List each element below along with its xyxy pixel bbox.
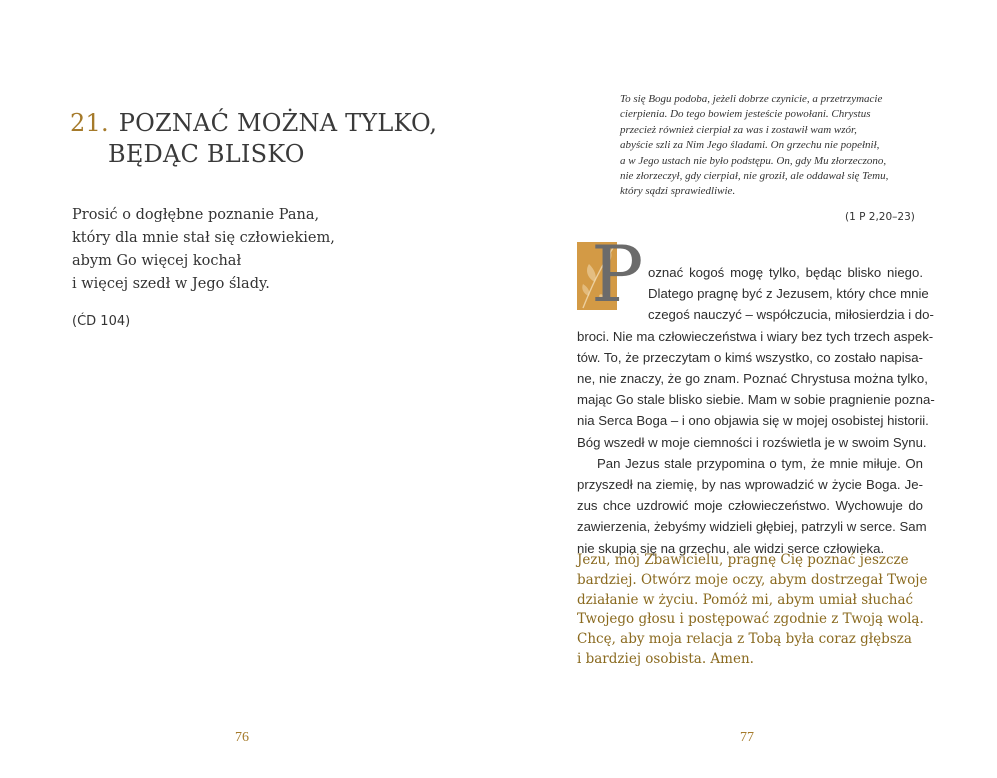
chapter-title bbox=[70, 108, 437, 170]
body-line: nie skupia się na grzechu, ale widzi serce człowieka. bbox=[577, 540, 885, 556]
drop-cap bbox=[577, 230, 644, 320]
prayer-line: i bardziej osobista. Amen. bbox=[577, 650, 754, 667]
epigraph-line: nie złorzeczył, gdy cierpiał, nie groził, ale oddawał się Temu, bbox=[620, 170, 889, 183]
left-page bbox=[0, 0, 498, 778]
intro-prayer bbox=[72, 204, 335, 296]
prayer-line: Twojego głosu i postępować zgodnie z Twoją wolą. bbox=[577, 611, 924, 628]
body-line: tów. To, że przeczytam o kimś wszystko, co zostało napisa- bbox=[577, 349, 923, 365]
right-page bbox=[499, 0, 997, 778]
epigraph-line: abyście szli za Nim Jego śladami. On grzechu nie popełnił, bbox=[620, 139, 880, 152]
body-text bbox=[577, 230, 935, 559]
body-line: mając Go stale blisko siebie. Mam w sobie pragnienie pozna- bbox=[577, 392, 935, 408]
page-number-right: 77 bbox=[740, 730, 754, 745]
body-line: przyszedł na ziemię, by nas wprowadzić w życie Boga. Je- bbox=[577, 477, 923, 493]
intro-line: Prosić o dogłębne poznanie Pana, bbox=[72, 207, 320, 223]
epigraph-line: cierpienia. Do tego bowiem jesteście powołani. Chrystus bbox=[620, 108, 871, 121]
body-line: Pan Jezus stale przypomina o tym, że mnie miłuje. On bbox=[597, 455, 923, 471]
body-line: oznać kogoś mogę tylko, będąc blisko niego. bbox=[648, 265, 923, 280]
body-line: broci. Nie ma człowieczeństwa i wiary bez tych trzech aspek- bbox=[577, 328, 934, 344]
body-line: ne, nie znaczy, że go znam. Poznać Chrystusa można tylko, bbox=[577, 371, 928, 387]
prayer-line: działanie w życiu. Pomóż mi, abym umiał słuchać bbox=[577, 591, 914, 608]
intro-line: który dla mnie stał się człowiekiem, bbox=[72, 230, 335, 246]
chapter-number: 21. bbox=[70, 109, 109, 137]
body-line: zawierzenia, żebyśmy widzieli głębiej, patrzyli w serce. Sam bbox=[577, 519, 927, 535]
page-number-left: 76 bbox=[235, 730, 249, 745]
epigraph-line: przecież również cierpiał za was i zostawił wam wzór, bbox=[620, 123, 857, 136]
chapter-title-line-2: BĘDĄC BLISKO bbox=[108, 140, 305, 168]
scripture-epigraph bbox=[620, 92, 940, 200]
chapter-title-line-1: POZNAĆ MOŻNA TYLKO, bbox=[118, 109, 438, 137]
drop-cap-letter: P bbox=[591, 230, 644, 320]
epigraph-line: a w Jego ustach nie było podstępu. On, gdy Mu złorzeczono, bbox=[620, 154, 887, 167]
epigraph-reference: (1 P 2,20–23) bbox=[845, 211, 915, 223]
body-line: nia Serca Boga – i ono objawia się w mojej osobistej historii. bbox=[577, 413, 929, 429]
body-line: czegoś nauczyć – współczucia, miłosierdzia i do- bbox=[648, 307, 934, 323]
closing-prayer bbox=[577, 551, 927, 670]
intro-line: i więcej szedł w Jego ślady. bbox=[72, 276, 270, 292]
prayer-line: bardziej. Otwórz moje oczy, abym dostrzegał Twoje bbox=[577, 571, 928, 588]
epigraph-line: To się Bogu podoba, jeżeli dobrze czynicie, a przetrzymacie bbox=[620, 93, 883, 105]
prayer-line: Chcę, aby moja relacja z Tobą była coraz głębsza bbox=[577, 631, 912, 648]
source-reference: (ĆD 104) bbox=[72, 314, 131, 329]
body-line: zus chce uzdrowić moje człowieczeństwo. Wychowuje do bbox=[577, 498, 923, 514]
prayer-line: Jezu, mój Zbawicielu, pragnę Cię poznać jeszcze bbox=[577, 552, 909, 568]
epigraph-line: który sądzi sprawiedliwie. bbox=[620, 185, 736, 198]
body-line: Dlatego pragnę być z Jezusem, który chce mnie bbox=[648, 286, 929, 302]
intro-line: abym Go więcej kochał bbox=[72, 253, 242, 269]
body-line: Bóg wszedł w moje ciemności i rozświetla je w swoim Synu. bbox=[577, 434, 927, 450]
